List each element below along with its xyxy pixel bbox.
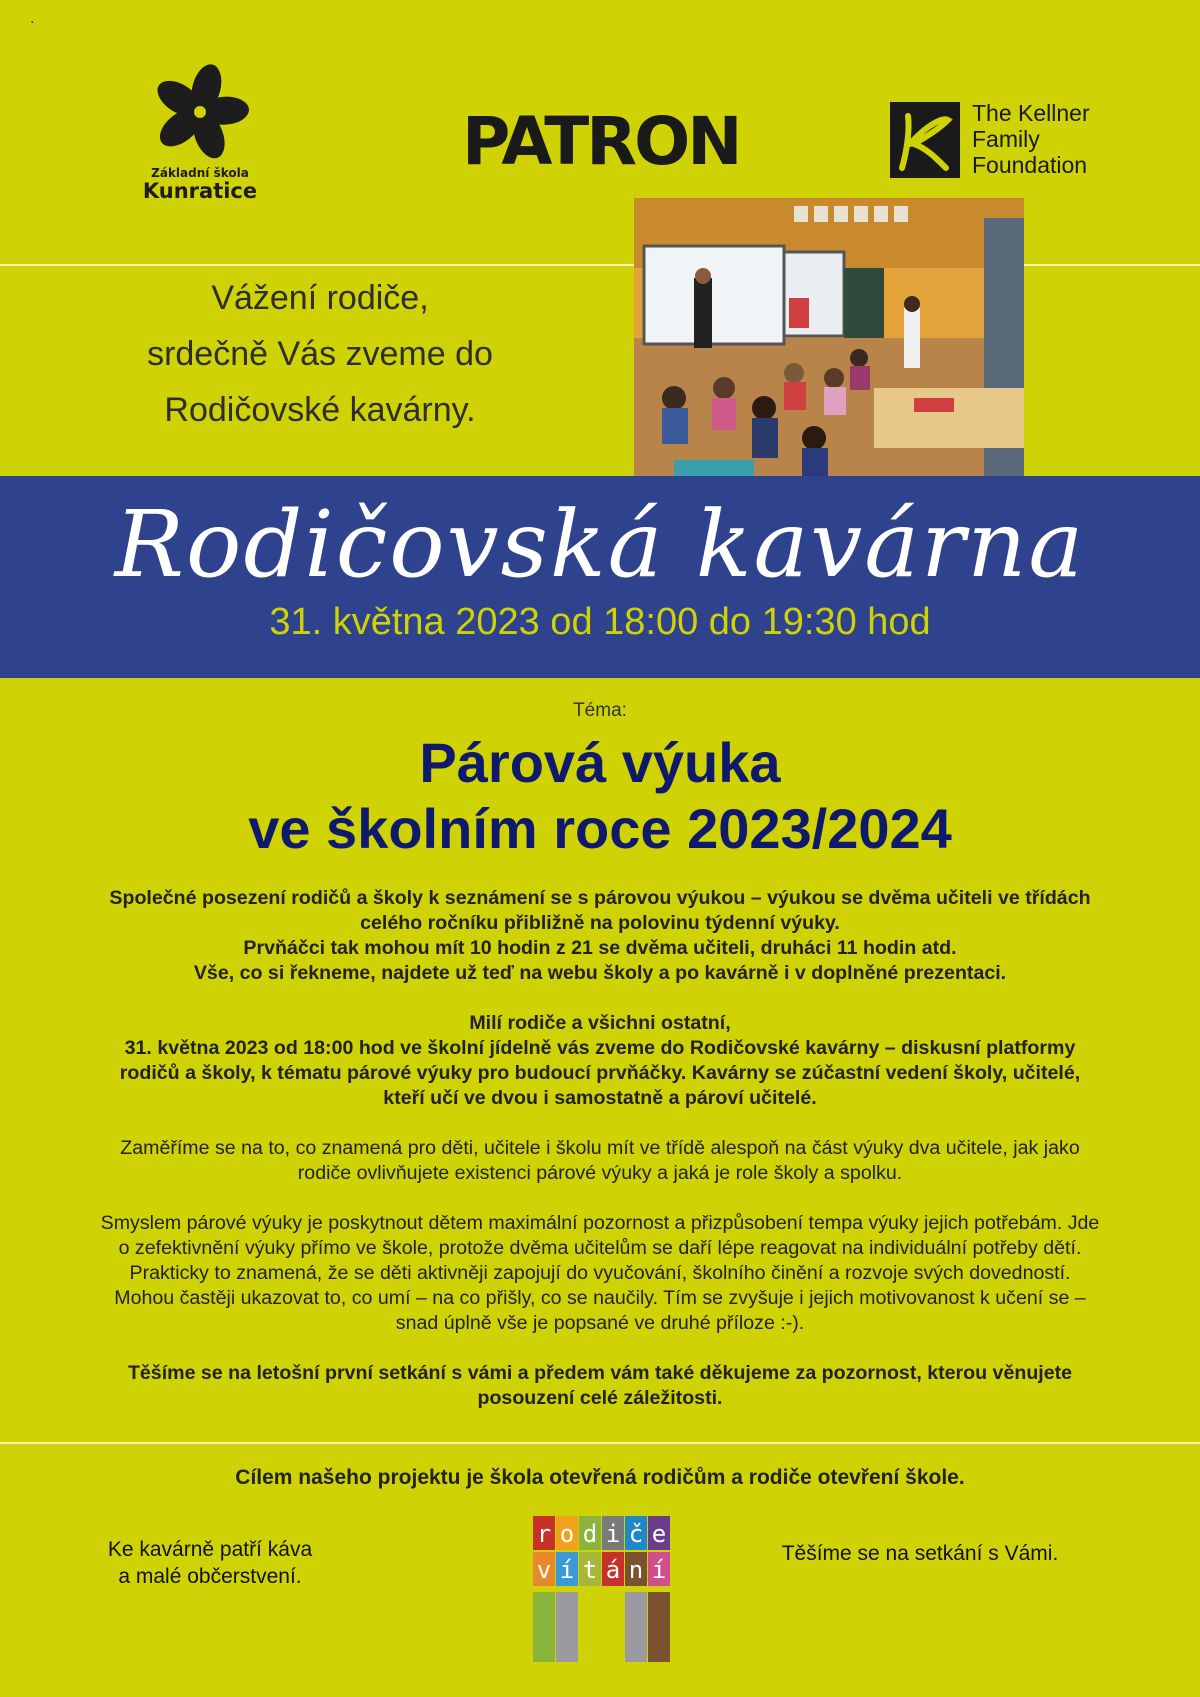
banner-date: 31. května 2023 od 18:00 do 19:30 hod (269, 601, 931, 643)
body-text (28, 886, 1172, 1436)
project-goal: Cílem našeho projektu je škola otevřená rodičům a rodiče otevření škole. (235, 1466, 965, 1489)
kellner-name: The Kellner Family Foundation (972, 100, 1090, 178)
school-logo (135, 62, 265, 202)
rodice-vitani-logo (528, 1512, 678, 1677)
classroom-photo (634, 198, 1024, 490)
divider-bottom (0, 1442, 1200, 1444)
logo-letter: d (582, 1520, 598, 1548)
logo-figure (625, 1592, 647, 1662)
banner-title: Rodičovská kavárna (114, 491, 1086, 598)
logo-letter: o (559, 1520, 575, 1548)
logo-figure (648, 1592, 670, 1662)
logo-letter: í (651, 1556, 667, 1584)
logo-letter: í (559, 1556, 575, 1584)
kellner-k-icon (890, 102, 960, 178)
logo-letter: n (628, 1556, 644, 1584)
logo-letter: r (536, 1520, 552, 1548)
school-name-small: Základní škola (151, 166, 249, 180)
school-name: Kunratice (142, 179, 258, 203)
patron-logo: PATRON (462, 103, 740, 180)
logo-letter: e (651, 1520, 667, 1548)
logo-letter: i (605, 1520, 621, 1548)
purpose-paragraph: Smyslem párové výuky je poskytnout dětem maximální pozornost a přizpůsobení tempa výuky jejich potřebám. Jde o zefektivnění výuky přímo ve škole, protože dvěma učitelům se daří lépe reagovat na individuální potřeby dětí. Prakticky to znamená, že se děti aktivněji zapojují do vyučování, školního činění a rozvoje svých dovedností. Mohou častěji ukazovat to, co umí – na co přišly, co se naučily. Tím se zvyšuje i jejich motivovanost k učení se – snad úplně vše je popsané ve druhé příloze :-). (100, 1212, 1100, 1334)
logo-figure (533, 1592, 555, 1662)
topic-label: Téma: (573, 700, 627, 721)
focus-paragraph: Zaměříme se na to, co znamená pro děti, učitele i školu mít ve třídě alespoň na část výuky dva učitele, jak jako rodiče ovlivňujete existenci párové výuky a jaká je role školy a spolku. (120, 1137, 1080, 1184)
thanks-paragraph: Těšíme se na letošní první setkání s vámi a předem vám také děkujeme za pozornost, kterou věnujete posouzení celé záležitosti. (127, 1362, 1073, 1409)
logo-letter: á (605, 1556, 621, 1584)
closing-note: Těšíme se na setkání s Vámi. (781, 1542, 1059, 1565)
logo-figure (556, 1592, 578, 1662)
kellner-foundation-logo (890, 100, 1140, 180)
logo-letter: v (536, 1556, 552, 1584)
logo-letter: t (582, 1556, 598, 1584)
top-mark: . (30, 10, 35, 27)
pinwheel-flower-icon (148, 62, 252, 162)
logo-letter: č (628, 1520, 644, 1548)
intro-paragraph: Společné posezení rodičů a školy k seznámení se s párovou výukou – výukou se dvěma učiteli ve třídách celého ročníku přibližně na polovinu týdenní výuky. Prvňáčci tak mohou mít 10 hodin z 21 se dvěma učiteli, druháci 11 hodin atd. Vše, co si řekneme, najdete už teď na webu školy a po kavárně i v doplněné prezentaci. (109, 887, 1091, 984)
invite-paragraph: Milí rodiče a všichni ostatní, 31. května 2023 od 18:00 hod ve školní jídelně vás zveme do Rodičovské kavárny – diskusní platformy rodičů a školy, k tématu párové výuky pro budoucí prvňáčky. Kavárny se zúčastní vedení školy, učitelé, kteří učí ve dvou i samostatně a pároví učitelé. (119, 1012, 1081, 1109)
greeting: Vážení rodiče, srdečně Vás zveme do Rodičovské kavárny. (147, 279, 493, 429)
topic-title: Párová výuka ve školním roce 2023/2024 (248, 731, 952, 860)
refreshment-note: Ke kavárně patří káva a malé občerstvení. (107, 1538, 313, 1588)
